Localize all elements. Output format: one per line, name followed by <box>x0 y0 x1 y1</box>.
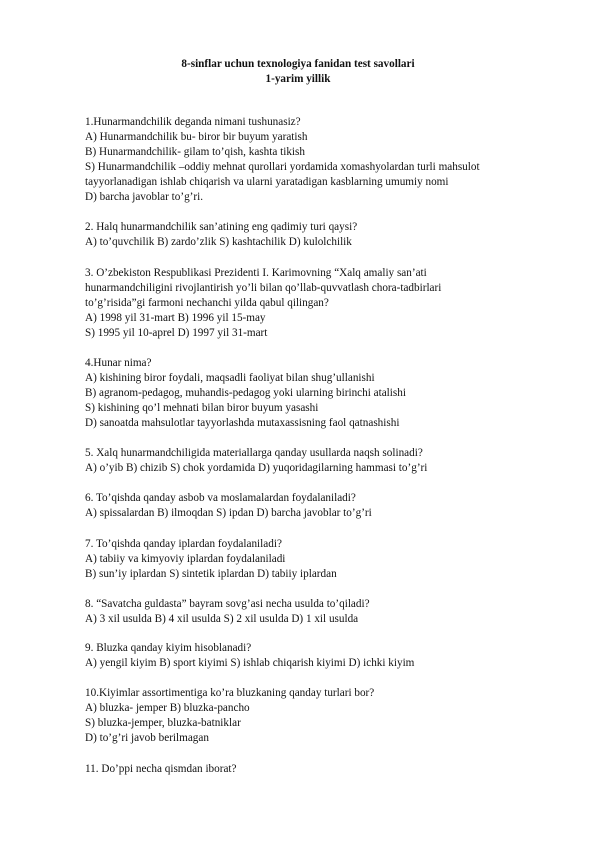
answer-option: A) bluzka- jemper B) bluzka-pancho <box>85 702 250 714</box>
question-2 <box>85 220 555 250</box>
answer-option: D) sanoatda mahsulotlar tayyorlashda mutaxassisning faol qatnashishi <box>85 417 400 429</box>
answer-option-continued: tayyorlanadigan ishlab chiqarish va ularni yaratadigan kasblarning umumiy nomi <box>85 176 449 188</box>
answer-options: A) 1998 yil 31-mart B) 1996 yil 15-may <box>85 312 266 324</box>
answer-option: A) Hunarmandchilik bu- biror bir buyum yaratish <box>85 131 308 143</box>
question-7 <box>85 537 555 582</box>
question-text: 3. O’zbekiston Respublikasi Prezidenti I. Karimovning “Xalq amaliy san’ati <box>85 267 427 279</box>
question-text: 10.Kiyimlar assortimentiga ko’ra bluzkaning qanday turlari bor? <box>85 687 375 699</box>
answer-option: B) Hunarmandchilik- gilam to’qish, kashta tikish <box>85 146 305 158</box>
question-text: 11. Do’ppi necha qismdan iborat? <box>85 763 237 775</box>
answer-option: A) tabiiy va kimyoviy iplardan foydalaniladi <box>85 553 286 565</box>
answer-options: B) sun’iy iplardan S) sintetik iplardan D) tabiiy iplardan <box>85 568 337 580</box>
answer-option: D) barcha javoblar to’g’ri. <box>85 191 204 203</box>
answer-option: B) agranom-pedagog, muhandis-pedagog yoki ularning birinchi atalishi <box>85 387 406 399</box>
answer-option: S) bluzka-jemper, bluzka-batniklar <box>85 717 241 729</box>
question-text: 8. “Savatcha guldasta” bayram sovg’asi necha usulda to’qiladi? <box>85 598 370 610</box>
question-text: 2. Halq hunarmandchilik san’atining eng qadimiy turi qaysi? <box>85 221 358 233</box>
question-text: 1.Hunarmandchilik deganda nimani tushunasiz? <box>85 116 301 128</box>
answer-options: A) 3 xil usulda B) 4 xil usulda S) 2 xil usulda D) 1 xil usulda <box>85 613 359 625</box>
page-subtitle: 1-yarim yillik <box>265 73 331 85</box>
answer-options: A) to’quvchilik B) zardo’zlik S) kashtachilik D) kulolchilik <box>85 236 352 248</box>
answer-option: D) to’g’ri javob berilmagan <box>85 732 209 744</box>
question-1 <box>85 115 555 205</box>
question-text: 5. Xalq hunarmandchiligida materiallarga qanday usullarda naqsh solinadi? <box>85 447 423 459</box>
question-text: 6. To’qishda qanday asbob va moslamalardan foydalaniladi? <box>85 492 356 504</box>
question-text: 9. Bluzka qanday kiyim hisoblanadi? <box>85 642 252 654</box>
answer-options: A) o’yib B) chizib S) chok yordamida D) yuqoridagilarning hammasi to’g’ri <box>85 462 428 474</box>
question-10 <box>85 686 555 746</box>
answer-options: S) 1995 yil 10-aprel D) 1997 yil 31-mart <box>85 327 268 339</box>
question-6 <box>85 491 555 521</box>
question-11 <box>85 762 555 777</box>
page-title: 8-sinflar uchun texnologiya fanidan test savollari <box>181 58 415 70</box>
question-text: 7. To’qishda qanday iplardan foydalaniladi? <box>85 538 282 550</box>
question-text-continued: hunarmandchiligini rivojlantirish yo’li bilan qo’llab-quvvatlash chora-tadbirlari <box>85 282 442 294</box>
question-9 <box>85 641 555 671</box>
question-5 <box>85 446 555 476</box>
question-text-continued: to’g’risida”gi farmoni nechanchi yilda qabul qilingan? <box>85 297 329 309</box>
answer-options: A) yengil kiyim B) sport kiyimi S) ishlab chiqarish kiyimi D) ichki kiyim <box>85 657 415 669</box>
question-text: 4.Hunar nima? <box>85 357 152 369</box>
answer-option: A) kishining biror foydali, maqsadli faoliyat bilan shug’ullanishi <box>85 372 375 384</box>
answer-option: S) Hunarmandchilik –oddiy mehnat qurollari yordamida xomashyolardan turli mahsulot <box>85 161 480 173</box>
answer-option: S) kishining qo’l mehnati bilan biror buyum yasashi <box>85 402 319 414</box>
question-8 <box>85 597 555 627</box>
answer-options: A) spissalardan B) ilmoqdan S) ipdan D) barcha javoblar to’g’ri <box>85 507 372 519</box>
question-3 <box>85 266 555 341</box>
question-4 <box>85 356 555 431</box>
